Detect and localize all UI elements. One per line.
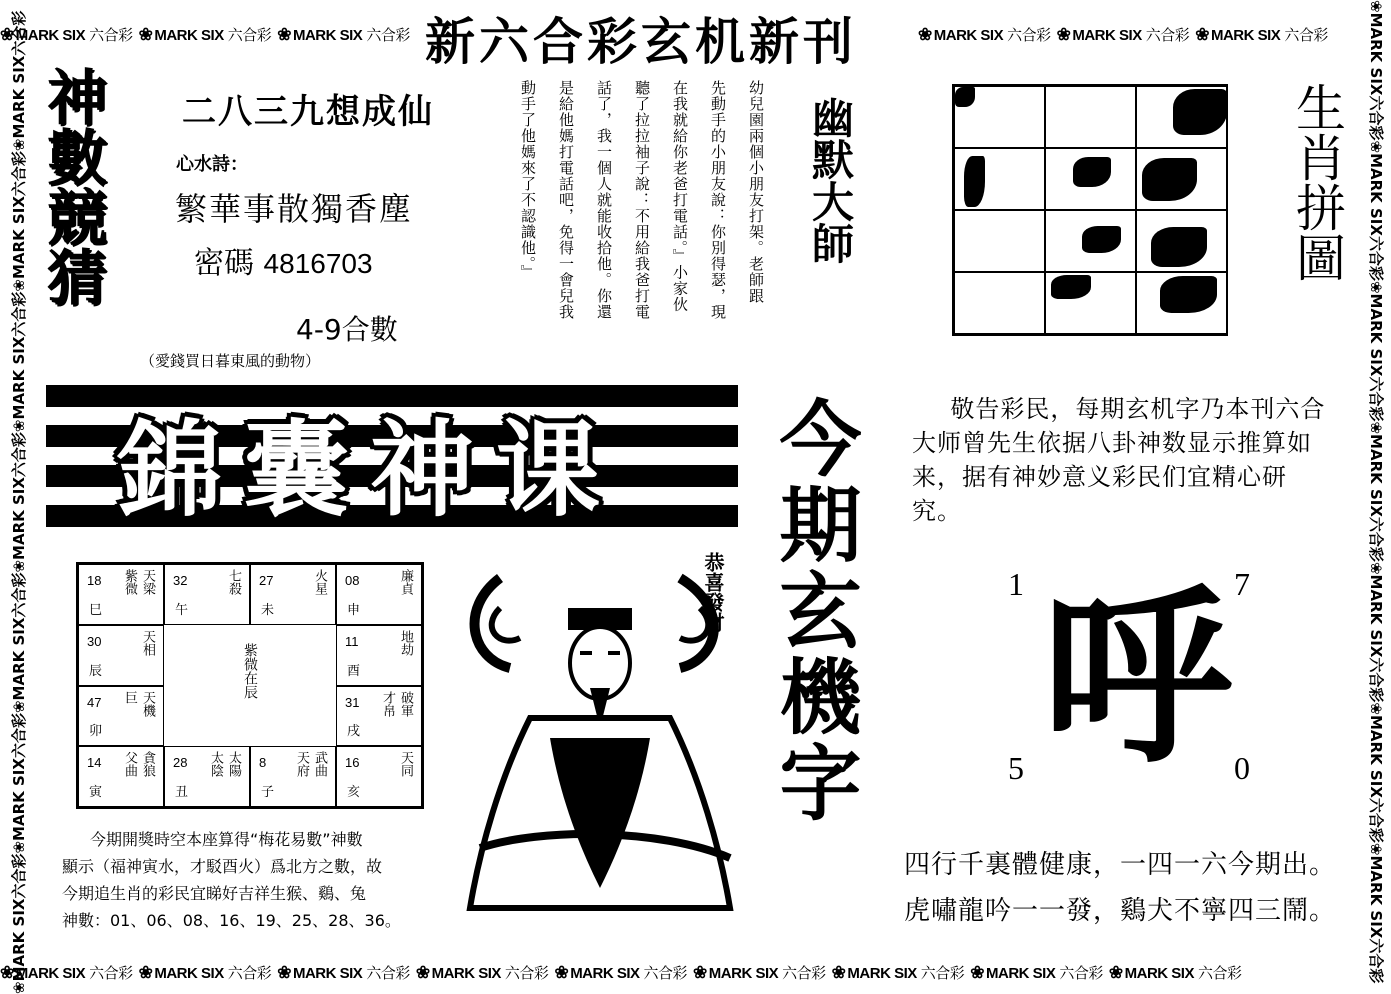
border-mark-text: MARK SIX <box>1367 293 1385 377</box>
ziwei-cell <box>336 564 422 625</box>
border-unit <box>10 292 28 432</box>
humor-column: 動手了他媽來了不認識他。』 <box>519 80 537 281</box>
flower-icon: ❀ <box>138 963 153 982</box>
puzzle-tile <box>954 148 1045 210</box>
verse <box>904 842 1336 934</box>
border-unit <box>1195 24 1328 45</box>
border-zh-text: 六合彩 <box>1367 95 1385 141</box>
border-unit <box>832 962 965 983</box>
border-mark-text: MARK SIX <box>1367 715 1385 798</box>
humor-column: 是給他媽打電話吧，免得一會兒我 <box>557 80 575 320</box>
border-zh-text: 六合彩 <box>10 151 28 197</box>
bottom-text-line2: 顯示（福神寅水，才駁酉火）爲北方之數，故 <box>62 857 383 876</box>
border-unit <box>1367 421 1385 561</box>
border-zh-text: 六合彩 <box>1367 938 1385 984</box>
cell-number: 8 <box>259 755 267 771</box>
poem-line: 繁華事散獨香塵 <box>175 190 414 228</box>
humor-title: 幽默大師 <box>806 96 855 264</box>
border-mark-text: MARK SIX <box>933 27 1004 44</box>
flower-icon: ❀ <box>277 25 291 44</box>
flower-icon: ❀ <box>0 963 14 982</box>
silhouette-fragment <box>1142 158 1197 201</box>
border-mark-text: MARK SIX <box>1367 855 1385 939</box>
cell-star: 太陰 <box>208 751 223 778</box>
border-unit <box>1367 140 1385 280</box>
flower-icon: ❀ <box>10 138 28 152</box>
flower-icon: ❀ <box>1367 561 1385 575</box>
border-zh-text: 六合彩 <box>782 964 826 982</box>
cell-branch: 午 <box>175 602 189 618</box>
humor-story <box>500 80 772 360</box>
border-unit <box>1367 562 1385 702</box>
cell-branch: 未 <box>261 602 275 618</box>
puzzle-tile <box>954 86 1045 148</box>
cell-number: 31 <box>345 694 360 710</box>
border-unit <box>1057 24 1190 45</box>
flower-icon: ❀ <box>1367 0 1385 13</box>
border-zh-text: 六合彩 <box>1059 964 1103 982</box>
ziwei-chart <box>76 562 424 809</box>
puzzle-tile <box>1045 210 1136 272</box>
border-zh-text: 六合彩 <box>10 713 28 759</box>
cell-star: 天機 <box>140 690 155 717</box>
border-unit <box>970 962 1103 983</box>
cell-star: 天梁 <box>140 569 155 595</box>
border-zh-text: 六合彩 <box>920 964 965 982</box>
flower-icon: ❀ <box>831 963 846 982</box>
puzzle-tile <box>1136 148 1227 210</box>
border-mark-text: MARK SIX <box>1210 27 1281 44</box>
flower-icon: ❀ <box>10 419 28 433</box>
border-zh-text: 六合彩 <box>10 853 28 899</box>
cell-star: 火星 <box>312 569 327 595</box>
border-zh-text: 六合彩 <box>10 291 28 337</box>
cell-star: 破軍 <box>398 690 413 717</box>
border-zh-text: 六合彩 <box>1367 235 1385 281</box>
cell-star: 紫微 <box>122 569 137 595</box>
border-zh-text: 六合彩 <box>366 26 410 44</box>
border-unit <box>10 713 28 853</box>
flower-icon: ❀ <box>918 25 932 44</box>
cell-star: 七殺 <box>226 569 241 595</box>
cell-number: 32 <box>173 573 188 588</box>
bottom-text-line3: 今期追生肖的彩民宜睇好吉祥生猴、鷄、兔 <box>62 884 367 903</box>
puzzle-tile <box>1045 148 1136 210</box>
border-zh-text: 六合彩 <box>1197 964 1242 982</box>
border-zh-text: 六合彩 <box>89 964 133 982</box>
border-mark-text: MARK SIX <box>986 965 1056 982</box>
banner-title: 錦囊神课 <box>118 408 623 531</box>
border-unit <box>139 24 272 45</box>
cell-star: 才帛 <box>380 690 395 717</box>
border-mark-text: MARK SIX <box>154 27 224 44</box>
border-mark-text: MARK SIX <box>1367 12 1385 96</box>
flower-icon: ❀ <box>1367 702 1385 715</box>
border-mark-text: MARK SIX <box>1367 434 1385 517</box>
border-zh-text: 六合彩 <box>1007 26 1051 44</box>
border-mark-text: MARK SIX <box>10 336 28 420</box>
border-mark-text: MARK SIX <box>708 965 779 982</box>
border-mark-text: MARK SIX <box>10 477 28 560</box>
border-unit <box>139 962 272 983</box>
cell-branch: 巳 <box>89 602 103 618</box>
cell-star: 父曲 <box>122 751 137 778</box>
silhouette-fragment <box>964 156 985 207</box>
border-zh-text: 六合彩 <box>10 572 28 618</box>
flower-icon: ❀ <box>10 981 28 994</box>
border-unit <box>554 962 687 983</box>
border-mark-text: MARK SIX <box>10 617 28 701</box>
cell-branch: 亥 <box>347 785 361 800</box>
border-mark-text: MARK SIX <box>10 55 28 139</box>
silhouette-fragment <box>1160 276 1217 313</box>
puzzle-tile <box>1136 272 1227 334</box>
page-title: 新六合彩玄机新刊 <box>425 12 857 71</box>
border-unit <box>918 24 1051 45</box>
zodiac-puzzle <box>952 84 1228 336</box>
ziwei-cell <box>78 686 164 747</box>
flower-icon: ❀ <box>970 963 985 982</box>
puzzle-tile <box>1136 86 1227 148</box>
cell-branch: 申 <box>347 602 361 618</box>
cell-branch: 卯 <box>89 724 103 740</box>
puzzle-tile <box>1045 86 1136 148</box>
ziwei-cell <box>250 564 336 625</box>
code-row <box>194 238 373 282</box>
border-bottom <box>0 962 1391 986</box>
mystery-character: 呼 <box>1042 566 1233 789</box>
border-zh-text: 六合彩 <box>89 26 133 44</box>
flower-icon: ❀ <box>10 559 28 573</box>
border-zh-text: 六合彩 <box>1367 797 1385 843</box>
cell-branch: 丑 <box>175 785 189 800</box>
border-unit <box>1367 281 1385 421</box>
border-mark-text: MARK SIX <box>570 965 640 982</box>
border-zh-text: 六合彩 <box>1145 26 1190 44</box>
border-zh-text: 六合彩 <box>10 10 28 56</box>
border-mark-text: MARK SIX <box>15 965 86 982</box>
border-mark-text: MARK SIX <box>292 965 363 982</box>
flower-icon: ❀ <box>554 963 569 982</box>
border-unit <box>693 962 826 983</box>
border-unit <box>416 962 549 983</box>
border-zh-text: 六合彩 <box>1367 657 1385 703</box>
silhouette-fragment <box>1082 226 1121 253</box>
ziwei-cell <box>78 564 164 625</box>
cell-number: 47 <box>87 694 102 710</box>
notice-text: 敬告彩民，每期玄机字乃本刊六合大师曾先生依据八卦神数显示推算如来，据有神妙意义彩民们宜精心研究。 <box>912 395 1326 525</box>
ziwei-cell <box>78 625 164 686</box>
flower-icon: ❀ <box>1056 25 1071 44</box>
border-unit <box>10 432 28 572</box>
cell-star: 天府 <box>294 751 309 778</box>
cell-star: 地劫 <box>398 629 413 656</box>
silhouette-fragment <box>1073 157 1111 187</box>
cell-star: 太陽 <box>226 751 241 778</box>
bottom-text <box>62 826 401 934</box>
bottom-text-line4: 神數：01、06、08、16、19、25、28、36。 <box>62 911 401 930</box>
flower-icon: ❀ <box>1367 140 1385 154</box>
verse-line1: 四行千裏體健康，一四一六今期出。 <box>904 850 1337 880</box>
ziwei-center: 紫微在辰 <box>242 642 258 699</box>
border-mark-text: MARK SIX <box>1367 574 1385 658</box>
shenshu-title: 神數競猜 <box>37 66 107 306</box>
border-mark-text: MARK SIX <box>431 965 501 982</box>
border-zh-text: 六合彩 <box>227 964 272 982</box>
flower-icon: ❀ <box>277 963 291 982</box>
cell-number: 18 <box>87 573 102 588</box>
border-top <box>0 24 420 46</box>
silhouette-fragment <box>1151 227 1207 267</box>
cell-number: 08 <box>345 573 360 588</box>
border-mark-text: MARK SIX <box>154 965 224 982</box>
flower-icon: ❀ <box>10 279 28 292</box>
cell-number: 11 <box>345 633 359 649</box>
flower-icon: ❀ <box>1195 25 1209 44</box>
deity-caption: 恭喜發財 <box>701 552 725 632</box>
heshu: 4-9合數 <box>296 313 398 346</box>
cell-number: 28 <box>173 755 188 771</box>
border-zh-text: 六合彩 <box>504 964 549 982</box>
border-right <box>1355 0 1391 994</box>
border-unit <box>1367 0 1385 140</box>
silhouette-fragment <box>1173 89 1227 135</box>
humor-column: 聽了拉拉袖子說：不用給我爸打電 <box>633 80 651 320</box>
cell-number: 30 <box>87 633 102 649</box>
border-unit <box>1367 702 1385 842</box>
border-unit <box>10 573 28 713</box>
flower-icon: ❀ <box>10 700 28 714</box>
cell-star: 廉貞 <box>398 569 413 595</box>
ziwei-cell <box>164 564 250 625</box>
cell-branch: 子 <box>261 785 275 800</box>
puzzle-tile <box>954 210 1045 272</box>
border-unit <box>277 962 410 983</box>
cell-branch: 寅 <box>89 785 103 800</box>
poem-label: 心水詩： <box>176 154 248 175</box>
cell-star: 天同 <box>398 751 413 778</box>
cell-number: 14 <box>87 755 102 771</box>
cell-star: 貪狼 <box>140 751 155 778</box>
border-zh-text: 六合彩 <box>10 432 28 478</box>
flower-icon: ❀ <box>0 25 14 44</box>
cell-number: 16 <box>345 755 360 771</box>
border-zh-text: 六合彩 <box>1367 376 1385 422</box>
border-unit <box>1367 843 1385 983</box>
verse-line2: 虎嘯龍吟一一發，鷄犬不寧四三鬧。 <box>904 896 1337 926</box>
poem-heading: 二八三九想成仙 <box>182 92 434 132</box>
cell-star: 武曲 <box>312 751 327 778</box>
cell-branch: 戌 <box>347 724 361 740</box>
cell-star: 天相 <box>140 629 155 656</box>
silhouette-fragment <box>1051 275 1091 299</box>
puzzle-tile <box>1045 272 1136 334</box>
border-left <box>0 0 40 994</box>
cell-star: 巨 <box>122 690 137 704</box>
jinqi-title: 今期玄機字 <box>766 396 862 826</box>
mystery-num-tl: 1 <box>1008 566 1024 602</box>
border-unit <box>10 151 28 291</box>
humor-column: 在我就給你老爸打電話。』小家伙 <box>671 80 689 313</box>
cell-branch: 辰 <box>89 663 103 679</box>
ziwei-cell <box>78 746 164 807</box>
flower-icon: ❀ <box>1367 280 1385 294</box>
puzzle-tile <box>954 272 1045 334</box>
border-mark-text: MARK SIX <box>847 965 917 982</box>
humor-column: 幼兒園兩個小朋友打架。老師跟 <box>747 80 765 304</box>
humor-column: 話了，我一個人就能收拾他。你還 <box>595 80 613 320</box>
ziwei-cell <box>250 746 336 807</box>
border-mark-text: MARK SIX <box>10 196 28 279</box>
ziwei-cell <box>336 686 422 747</box>
cell-number: 27 <box>259 573 274 588</box>
ziwei-cell <box>336 625 422 686</box>
border-mark-text: MARK SIX <box>10 898 28 982</box>
puzzle-tile <box>1136 210 1227 272</box>
border-mark-text: MARK SIX <box>15 27 86 44</box>
bottom-text-line1: 今期開獎時空本座算得“梅花易數”神數 <box>90 830 363 849</box>
border-mark-text: MARK SIX <box>292 27 363 44</box>
mystery-num-br: 0 <box>1234 750 1250 786</box>
border-mark-text: MARK SIX <box>1072 27 1142 44</box>
flower-icon: ❀ <box>693 963 707 982</box>
border-unit <box>1109 962 1242 983</box>
silhouette-fragment <box>955 87 975 107</box>
flower-icon: ❀ <box>138 25 153 44</box>
border-zh-text: 六合彩 <box>643 964 688 982</box>
border-zh-text: 六合彩 <box>227 26 272 44</box>
border-zh-text: 六合彩 <box>1284 26 1328 44</box>
poem-hint: （愛錢買日暮東風的動物） <box>140 352 321 370</box>
flower-icon: ❀ <box>415 963 430 982</box>
border-mark-text: MARK SIX <box>1124 965 1194 982</box>
border-unit <box>10 11 28 151</box>
ziwei-cell <box>336 746 422 807</box>
mystery-num-tr: 7 <box>1234 566 1250 602</box>
border-zh-text: 六合彩 <box>366 964 410 982</box>
flower-icon: ❀ <box>10 840 28 854</box>
code-label: 密碼 <box>194 246 254 281</box>
humor-column: 先動手的小朋友說：你別得瑟，現 <box>709 80 727 320</box>
border-mark-text: MARK SIX <box>10 758 28 841</box>
flower-icon: ❀ <box>1108 963 1123 982</box>
mystery-num-bl: 5 <box>1008 750 1024 786</box>
code-value: 4816703 <box>263 248 373 279</box>
border-zh-text: 六合彩 <box>1367 516 1385 562</box>
border-mark-text: MARK SIX <box>1367 153 1385 236</box>
border-unit <box>277 24 410 45</box>
border-top-right <box>918 24 1358 46</box>
zodiac-puzzle-title: 生肖拼圖 <box>1288 82 1346 282</box>
cell-branch: 酉 <box>347 663 361 679</box>
ziwei-cell <box>164 746 250 807</box>
border-unit <box>10 854 28 994</box>
flower-icon: ❀ <box>1367 842 1385 856</box>
flower-icon: ❀ <box>1367 421 1385 435</box>
